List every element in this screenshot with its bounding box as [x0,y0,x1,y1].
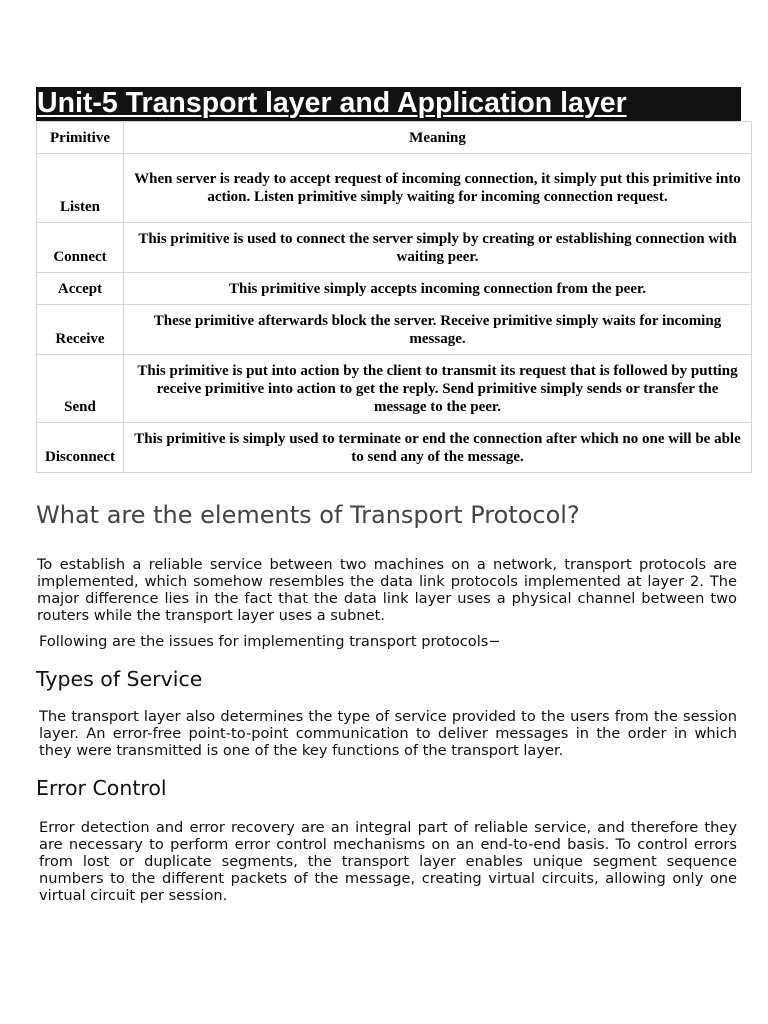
table-row [37,273,752,305]
elements-heading: What are the elements of Transport Protocol? [36,501,580,529]
meaning-cell: This primitive is simply used to terminate or end the connection after which no one will be able to send any of the message. [124,423,752,473]
table-row [37,355,752,423]
types-of-service-body: The transport layer also determines the type of service provided to the users from the session layer. An error-free point-to-point communication to deliver messages in the order in which they were transmitted is one of the key functions of the transport layer. [39,708,737,759]
primitive-cell: Connect [37,223,124,273]
error-control-body: Error detection and error recovery are an integral part of reliable service, and therefore they are necessary to perform error control mechanisms on an end-to-end basis. To control errors from lost or duplicate segments, the transport layer enables unique segment sequence numbers to the different packets of the message, creating virtual circuits, allowing only one virtual circuit per session. [39,819,737,904]
table-row [37,305,752,355]
table-row [37,154,752,223]
meaning-cell: This primitive simply accepts incoming connection from the peer. [124,273,752,305]
primitive-cell: Accept [37,273,124,305]
primitive-cell: Send [37,355,124,423]
primitive-cell: Listen [37,154,124,223]
primitive-cell: Disconnect [37,423,124,473]
meaning-cell: This primitive is put into action by the client to transmit its request that is followed by putting receive primitive into action to get the reply. Send primitive simply sends or transfer the message to the peer. [124,355,752,423]
meaning-cell: These primitive afterwards block the server. Receive primitive simply waits for incoming message. [124,305,752,355]
table-row [37,223,752,273]
elements-intro: To establish a reliable service between two machines on a network, transport protocols are implemented, which somehow resembles the data link protocols implemented at layer 2. The major difference lies in the fact that the data link layer uses a physical channel between two routers while the transport layer uses a subnet. [37,556,737,624]
table-header-row [37,122,752,154]
meaning-cell: When server is ready to accept request of incoming connection, it simply put this primitive into action. Listen primitive simply waiting for incoming connection request. [124,154,752,223]
meaning-cell: This primitive is used to connect the server simply by creating or establishing connection with waiting peer. [124,223,752,273]
header-primitive: Primitive [37,122,124,154]
page-title: Unit-5 Transport layer and Application layer [37,87,627,119]
table-row [37,423,752,473]
types-of-service-heading: Types of Service [36,667,203,691]
primitives-table [36,121,752,473]
error-control-heading: Error Control [36,776,167,800]
primitive-cell: Receive [37,305,124,355]
elements-following: Following are the issues for implementing transport protocols− [39,633,501,650]
header-meaning: Meaning [124,122,752,154]
